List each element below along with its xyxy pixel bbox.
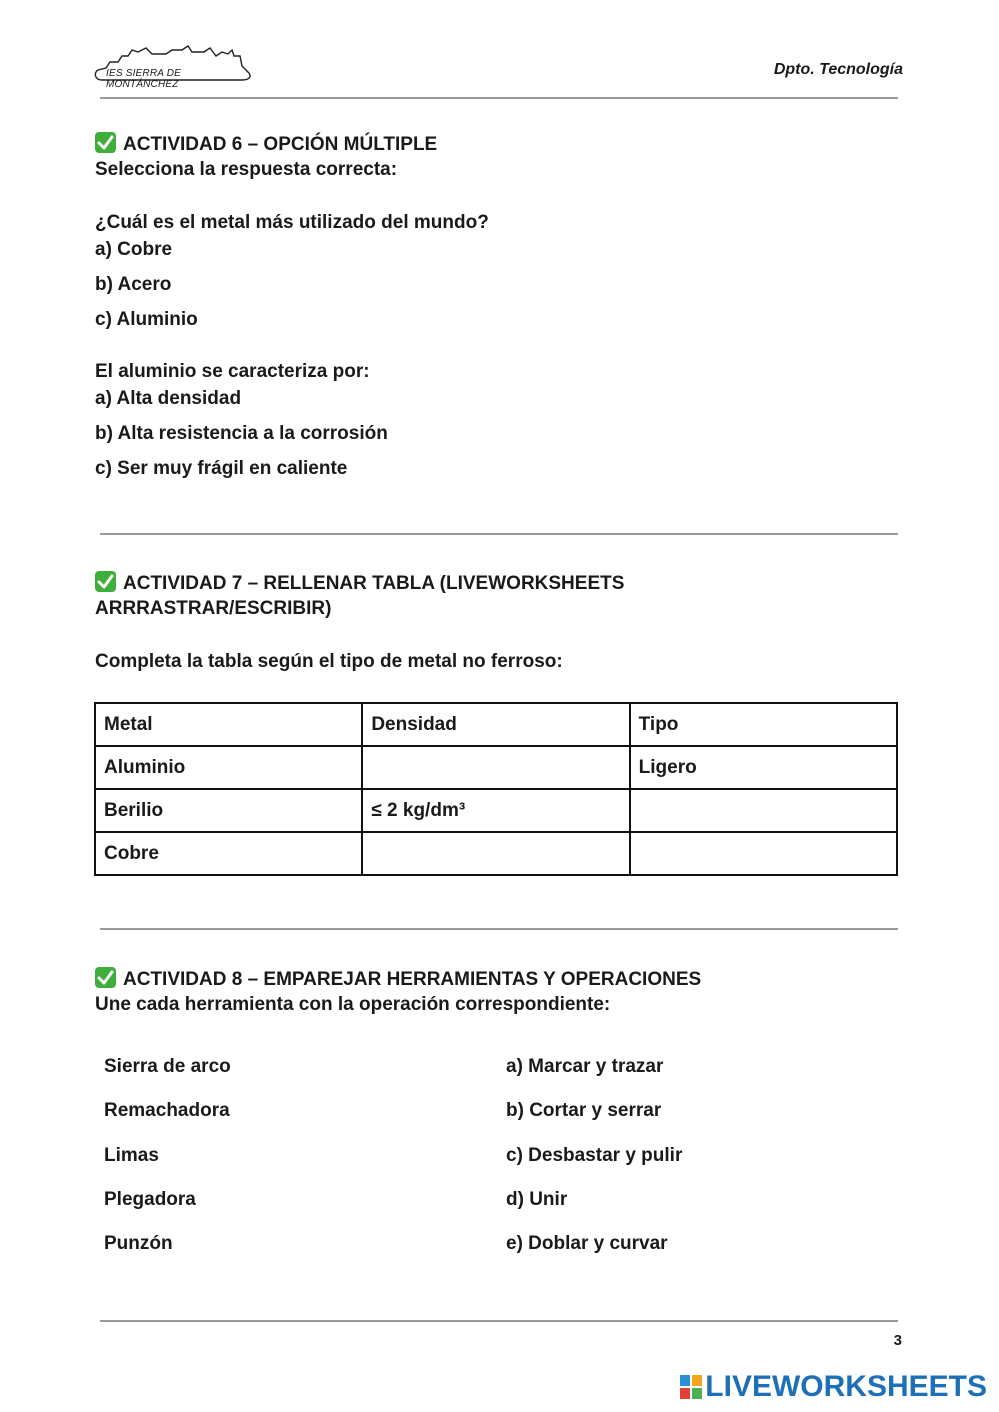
divider	[100, 928, 898, 930]
operation-item[interactable]: a) Marcar y trazar	[506, 1056, 664, 1077]
table-cell: Aluminio	[95, 746, 362, 789]
activity6-instruction: Selecciona la respuesta correcta:	[95, 159, 398, 180]
divider	[100, 97, 898, 99]
question-2-option-a[interactable]: a) Alta densidad	[95, 388, 242, 409]
activity6-title: ACTIVIDAD 6 – OPCIÓN MÚLTIPLE	[95, 132, 437, 156]
tool-item[interactable]: Limas	[104, 1145, 159, 1166]
operation-item[interactable]: d) Unir	[506, 1189, 568, 1210]
question-1-option-b[interactable]: b) Acero	[95, 274, 172, 295]
liveworksheets-grid-icon	[680, 1375, 702, 1399]
table-answer-cell[interactable]	[362, 832, 629, 875]
table-answer-cell[interactable]	[630, 832, 897, 875]
table-answer-cell[interactable]	[630, 789, 897, 832]
divider	[100, 533, 898, 535]
metals-table	[94, 702, 898, 876]
check-mark-icon	[95, 571, 116, 592]
table-row	[95, 746, 897, 789]
question-2: El aluminio se caracteriza por:	[95, 361, 370, 382]
operation-item[interactable]: c) Desbastar y pulir	[506, 1145, 683, 1166]
table-cell: ≤ 2 kg/dm³	[362, 789, 629, 832]
school-logo	[92, 42, 254, 88]
table-header-cell: Densidad	[362, 703, 629, 746]
tool-item[interactable]: Sierra de arco	[104, 1056, 231, 1077]
table-row	[95, 789, 897, 832]
operation-item[interactable]: b) Cortar y serrar	[506, 1100, 662, 1121]
check-mark-icon	[95, 967, 116, 988]
activity7-instruction: Completa la tabla según el tipo de metal no ferroso:	[95, 651, 563, 672]
question-1: ¿Cuál es el metal más utilizado del mundo?	[95, 212, 489, 233]
table-cell: Cobre	[95, 832, 362, 875]
department-label: Dpto. Tecnología	[773, 61, 903, 78]
activity7-title-line2: ARRRASTRAR/ESCRIBIR)	[95, 598, 332, 619]
question-2-option-c[interactable]: c) Ser muy frágil en caliente	[95, 458, 348, 479]
table-header-cell: Tipo	[630, 703, 897, 746]
tool-item[interactable]: Remachadora	[104, 1100, 230, 1121]
page-number: 3	[893, 1332, 902, 1349]
divider	[100, 1320, 898, 1322]
question-2-option-b[interactable]: b) Alta resistencia a la corrosión	[95, 423, 388, 444]
activity8-title: ACTIVIDAD 8 – EMPAREJAR HERRAMIENTAS Y OPERACIONES	[95, 967, 701, 991]
table-answer-cell[interactable]	[362, 746, 629, 789]
liveworksheets-logo	[680, 1370, 987, 1404]
liveworksheets-brand: LIVEWORKSHEETS	[705, 1370, 987, 1403]
school-logo-text: IES SIERRA DE MONTÁNCHEZ	[106, 68, 182, 90]
table-cell: Ligero	[630, 746, 897, 789]
table-header-row	[95, 703, 897, 746]
tool-item[interactable]: Plegadora	[104, 1189, 196, 1210]
question-1-option-a[interactable]: a) Cobre	[95, 239, 173, 260]
table-cell: Berilio	[95, 789, 362, 832]
table-row	[95, 832, 897, 875]
table-header-cell: Metal	[95, 703, 362, 746]
operation-item[interactable]: e) Doblar y curvar	[506, 1233, 668, 1254]
check-mark-icon	[95, 132, 116, 153]
activity7-title: ACTIVIDAD 7 – RELLENAR TABLA (LIVEWORKSHEETS	[95, 571, 624, 595]
activity8-instruction: Une cada herramienta con la operación correspondiente:	[95, 994, 611, 1015]
question-1-option-c[interactable]: c) Aluminio	[95, 309, 198, 330]
tool-item[interactable]: Punzón	[104, 1233, 173, 1254]
